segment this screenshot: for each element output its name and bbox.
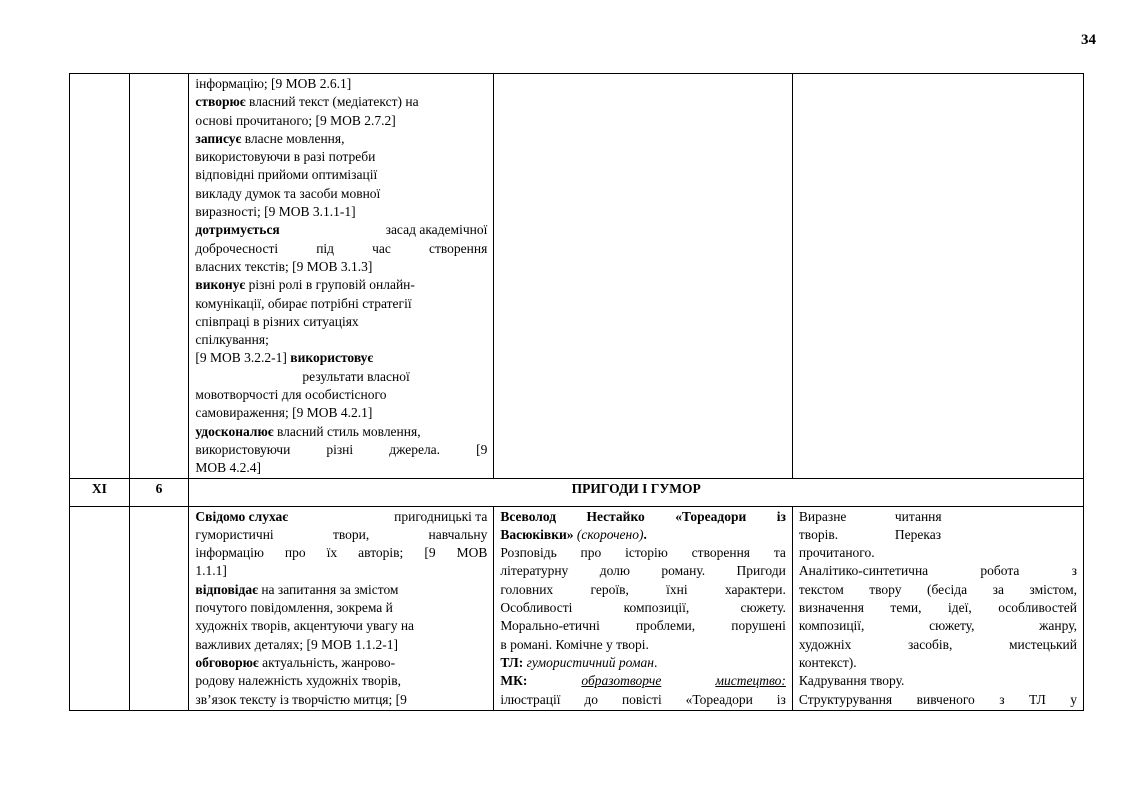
text-fragment: на запитання за змістом xyxy=(257,581,399,597)
text-line: доброчесності під час створення xyxy=(195,240,488,256)
text-fragment: власний стиль мовлення, xyxy=(273,423,421,439)
text-line xyxy=(799,526,1077,544)
row1-col1-cell xyxy=(70,74,130,479)
text-line xyxy=(799,508,1077,526)
section-hours: 6 xyxy=(129,478,189,506)
text-fragment: різні ролі в груповій онлайн- xyxy=(245,277,415,293)
text-line: головних героїв, їхні характери. xyxy=(500,581,786,597)
text-line: родову належність художніх творів, xyxy=(195,673,401,689)
italic-note: гумористичний роман xyxy=(523,654,654,670)
text-line: Кадрування твору. xyxy=(798,673,905,689)
bold-term: Свідомо слухає xyxy=(195,508,289,524)
work-title-line: Всеволод Нестайко «Тореадори із xyxy=(500,508,786,524)
text-line: спілкування; xyxy=(195,332,269,348)
text-line: результати власної xyxy=(302,368,410,384)
text-line: композиції, сюжету, жанру, xyxy=(798,618,1077,634)
text-line: основі прочитаного; [9 МОВ 2.7.2] xyxy=(195,112,396,128)
text-line: ілюстрації до повісті «Тореадори із xyxy=(500,691,786,707)
text-fragment: творів. xyxy=(798,526,839,542)
row3-expected-results-cell xyxy=(189,506,494,710)
literary-theory-line xyxy=(500,654,786,672)
row1-expected-results-cell xyxy=(189,74,494,479)
text-line: важливих деталях; [9 МОВ 1.1.2-1] xyxy=(195,636,398,652)
text-line: зв’язок тексту із творчістю митця; [9 xyxy=(195,691,407,707)
section-roman-numeral: XI xyxy=(70,478,130,506)
text-fragment: читання xyxy=(894,508,942,524)
text-line: літературну долю роману. Пригоди xyxy=(500,563,786,579)
text-line: 1.1.1] xyxy=(195,563,227,579)
text-fragment: пригодницькі та xyxy=(394,508,488,524)
text-line: прочитаного. xyxy=(798,545,875,561)
text-line xyxy=(195,93,487,111)
text-fragment: Переказ xyxy=(894,526,942,542)
page-number: 34 xyxy=(1081,32,1096,48)
text-line: художніх засобів, мистецький xyxy=(798,636,1077,652)
text-line: самовираження; [9 МОВ 4.2.1] xyxy=(195,405,373,421)
text-line xyxy=(195,221,487,239)
text-fragment: Виразне xyxy=(798,508,847,524)
text-fragment: власне мовлення, xyxy=(241,130,345,146)
section-title: ПРИГОДИ І ГУМОР xyxy=(189,478,1084,506)
bold-term: дотримується xyxy=(195,222,280,238)
italic-underlined-term: мистецтво: xyxy=(715,673,786,689)
text-line: інформацію; [9 МОВ 2.6.1] xyxy=(195,76,352,91)
text-fragment: засад академічної xyxy=(385,222,488,238)
text-line: художніх творів, акцентуючи увагу на xyxy=(195,618,415,634)
text-line: Особливості композиції, сюжету. xyxy=(500,600,786,616)
text-line: Аналітико-синтетична робота з xyxy=(798,563,1077,579)
text-line: Розповідь про історію створення та xyxy=(500,545,786,561)
table-row xyxy=(70,506,1084,710)
text-line: власних текстів; [9 МОВ 3.1.3] xyxy=(195,258,373,274)
text-line xyxy=(195,130,487,148)
text-line: використовуючи в разі потреби xyxy=(195,149,376,165)
bold-term: відповідає xyxy=(195,581,258,597)
row1-content-cell xyxy=(494,74,793,479)
bold-term: МК: xyxy=(500,673,528,689)
text-line: інформацію про їх авторів; [9 МОВ xyxy=(195,545,488,561)
section-header-row xyxy=(70,478,1084,506)
table-row xyxy=(70,74,1084,479)
punctuation: . xyxy=(643,526,647,542)
work-title-line xyxy=(500,526,786,544)
row3-content-cell xyxy=(494,506,793,710)
bold-term: удосконалює xyxy=(195,423,274,439)
text-line: відповідні прийоми оптимізації xyxy=(195,167,378,183)
text-line: використовуючи різні джерела. [9 xyxy=(195,441,488,457)
text-line xyxy=(195,423,487,441)
bold-term: обговорює xyxy=(195,654,259,670)
punctuation: . xyxy=(653,654,658,670)
bold-term: ТЛ: xyxy=(500,654,524,670)
row1-activities-cell xyxy=(792,74,1083,479)
text-line: визначення теми, ідеї, особливостей xyxy=(798,600,1077,616)
text-line: мовотворчості для особистісного xyxy=(195,387,387,403)
bold-term: Васюківки» xyxy=(500,526,574,542)
row3-col1-cell xyxy=(70,506,130,710)
text-fragment: власний текст (медіатекст) на xyxy=(245,94,419,110)
text-line: Структурування вивченого з ТЛ у xyxy=(798,691,1077,707)
italic-note: (скорочено) xyxy=(573,526,644,542)
text-line: почутого повідомлення, зокрема й xyxy=(195,600,393,616)
bold-term: використовує xyxy=(290,350,374,366)
text-line xyxy=(195,654,487,672)
text-line: Морально-етичні проблеми, порушені xyxy=(500,618,786,634)
text-line: виразності; [9 МОВ 3.1.1-1] xyxy=(195,204,356,220)
interdisciplinary-line xyxy=(500,672,786,690)
text-line: викладу думок та засоби мовної xyxy=(195,185,381,201)
text-fragment: актуальність, жанрово- xyxy=(258,654,396,670)
text-line xyxy=(195,276,487,294)
bold-term: виконує xyxy=(195,277,246,293)
text-line: в романі. Комічне у творі. xyxy=(500,636,649,652)
row3-col2-cell xyxy=(129,506,189,710)
text-line: текстом твору (бесіда за змістом, xyxy=(798,581,1077,597)
text-line: комунікації, обирає потрібні стратегії xyxy=(195,295,412,311)
text-line: контекст). xyxy=(798,654,857,670)
text-line: співпраці в різних ситуаціях xyxy=(195,313,359,329)
text-line xyxy=(195,349,487,367)
bold-term: створює xyxy=(195,94,246,110)
text-line xyxy=(195,508,487,526)
row3-activities-cell xyxy=(792,506,1083,710)
bold-term: записує xyxy=(195,130,242,146)
text-line: гумористичні твори, навчальну xyxy=(195,526,488,542)
italic-underlined-term: образотворче xyxy=(581,673,662,689)
standard-code: [9 МОВ 3.2.2-1] xyxy=(195,350,291,366)
row1-col2-cell xyxy=(129,74,189,479)
curriculum-table xyxy=(69,73,1084,711)
text-line: МОВ 4.2.4] xyxy=(195,460,262,476)
text-line xyxy=(195,581,487,599)
